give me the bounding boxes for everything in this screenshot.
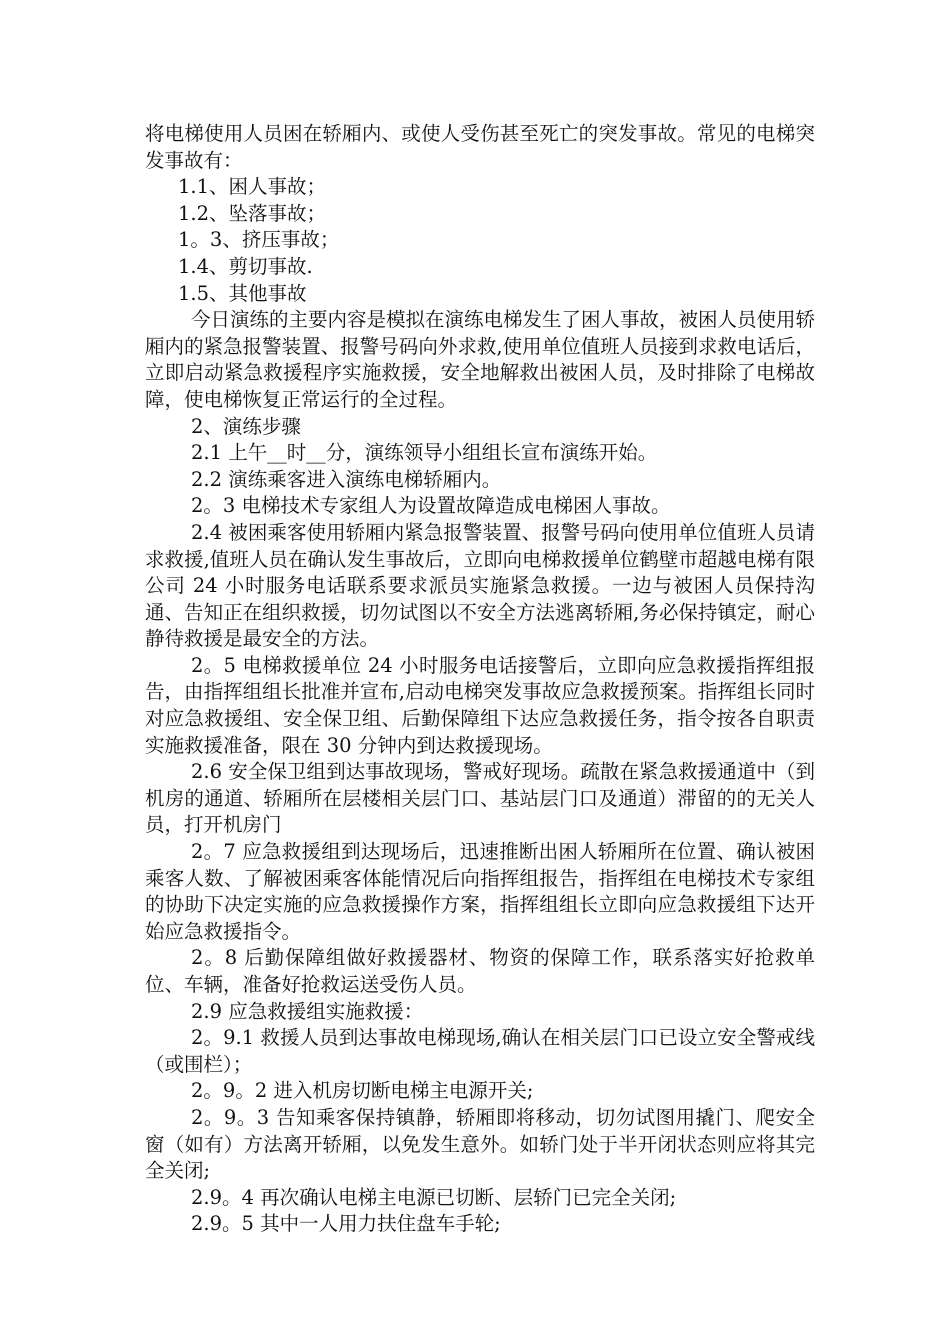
intro-paragraph: 将电梯使用人员困在轿厢内、或使人受伤甚至死亡的突发事故。常见的电梯突发事故有： xyxy=(145,122,815,172)
step-paragraph: 2.2 演练乘客进入演练电梯轿厢内。 xyxy=(191,467,502,491)
document-body xyxy=(145,121,815,1238)
step-paragraph: 2.4 被困乘客使用轿厢内紧急报警装置、报警号码向使用单位值班人员请求救援,值班人员在确认发生事故后，立即向电梯救援单位鹤壁市超越电梯有限公司 24 小时服务电话联系要求派员实施紧急救援。一边与被困人员保持沟通、告知正在组织救援，切勿试图以不安全方法逃离轿厢,务必保持镇定，耐心静待救援是最安全的方法。 xyxy=(145,520,815,651)
substep-paragraph: 2。9。2 进入机房切断电梯主电源开关; xyxy=(191,1079,534,1103)
substep-paragraph: 2。9。3 告知乘客保持镇静，轿厢即将移动，切勿试图用撬门、爬安全窗（如有）方法离开轿厢，以免发生意外。如轿门处于半开闭状态则应将其完全关闭; xyxy=(145,1105,815,1183)
step-paragraph: 2。5 电梯救援单位 24 小时服务电话接警后，立即向应急救援指挥组报告，由指挥组组长批准并宣布,启动电梯突发事故应急救援预案。指挥组长同时对应急救援组、安全保卫组、后勤保障组下达应急救援任务，指令按各自职责实施救援准备，限在 30 分钟内到达救援现场。 xyxy=(145,653,815,757)
accident-type-item: 1.4、剪切事故. xyxy=(178,254,313,278)
accident-type-item: 1.2、坠落事故； xyxy=(178,201,327,225)
step-paragraph: 2.9 应急救援组实施救援： xyxy=(191,999,424,1023)
accident-type-item: 1。3、挤压事故； xyxy=(178,228,340,252)
step-paragraph: 2.1 上午__时__分，演练领导小组组长宣布演练开始。 xyxy=(191,441,658,465)
step-paragraph: 2.6 安全保卫组到达事故现场，警戒好现场。疏散在紧急救援通道中（到机房的通道、轿厢所在层楼相关层门口、基站层门口及通道）滞留的的无关人员，打开机房门 xyxy=(145,760,815,837)
substep-paragraph: 2.9。4 再次确认电梯主电源已切断、层轿门已完全关闭; xyxy=(191,1185,677,1209)
step-paragraph: 2。7 应急救援组到达现场后，迅速推断出困人轿厢所在位置、确认被困乘客人数、了解被困乘客体能情况后向指挥组报告，指挥组在电梯技术专家组的协助下决定实施的应急救援操作方案，指挥组组长立即向应急救援组下达开始应急救援指令。 xyxy=(145,840,815,943)
substep-paragraph: 2。9.1 救援人员到达事故电梯现场,确认在相关层门口已设立安全警戒线（或围栏）； xyxy=(145,1026,815,1076)
step-paragraph: 2。3 电梯技术专家组人为设置故障造成电梯困人事故。 xyxy=(191,494,671,518)
step-paragraph: 2。8 后勤保障组做好救援器材、物资的保障工作，联系落实好抢救单位、车辆，准备好抢救运送受伤人员。 xyxy=(145,946,815,996)
drill-content-paragraph: 今日演练的主要内容是模拟在演练电梯发生了困人事故，被困人员使用轿厢内的紧急报警装置、报警号码向外求救,使用单位值班人员接到求救电话后，立即启动紧急救援程序实施救援，安全地解救出被困人员，及时排除了电梯故障，使电梯恢复正常运行的全过程。 xyxy=(145,308,816,411)
substep-paragraph: 2.9。5 其中一人用力扶住盘车手轮; xyxy=(191,1212,501,1236)
section-heading: 2、演练步骤 xyxy=(191,414,301,438)
accident-type-item: 1.5、其他事故 xyxy=(178,281,307,305)
accident-type-item: 1.1、困人事故； xyxy=(178,175,327,199)
